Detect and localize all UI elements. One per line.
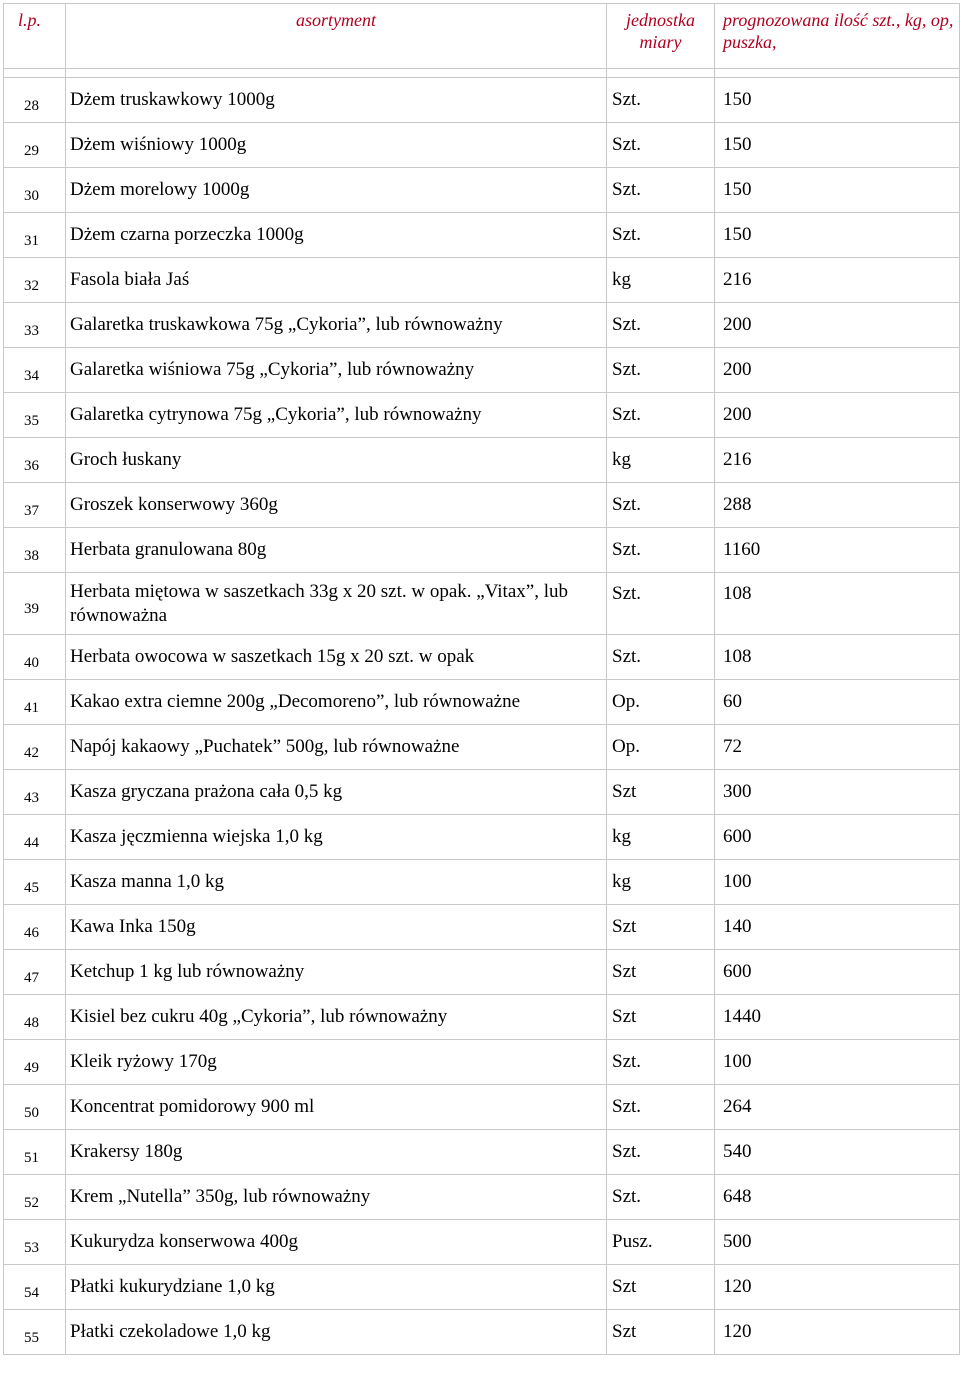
- table-row: [4, 258, 960, 303]
- item-quantity: 288: [715, 483, 960, 528]
- item-name: Kasza gryczana prażona cała 0,5 kg: [66, 770, 607, 815]
- item-number: 38: [4, 528, 66, 573]
- item-name: Płatki kukurydziane 1,0 kg: [66, 1265, 607, 1310]
- item-unit: Szt.: [607, 483, 715, 528]
- item-unit: Szt: [607, 950, 715, 995]
- item-quantity: 120: [715, 1265, 960, 1310]
- item-unit: Szt.: [607, 1085, 715, 1130]
- table-row: [4, 1175, 960, 1220]
- item-name: Kawa Inka 150g: [66, 905, 607, 950]
- item-unit: Szt.: [607, 1175, 715, 1220]
- item-unit: kg: [607, 860, 715, 905]
- table-row: [4, 770, 960, 815]
- table-row: [4, 725, 960, 770]
- item-name: Krakersy 180g: [66, 1130, 607, 1175]
- table-row: [4, 995, 960, 1040]
- item-quantity: 120: [715, 1310, 960, 1355]
- item-quantity: 100: [715, 860, 960, 905]
- table-row: [4, 393, 960, 438]
- item-name: Dżem czarna porzeczka 1000g: [66, 213, 607, 258]
- header-quantity: prognozowana ilość szt., kg, op, puszka,: [715, 4, 960, 69]
- item-unit: Szt.: [607, 123, 715, 168]
- item-quantity: 300: [715, 770, 960, 815]
- table-row: [4, 860, 960, 905]
- item-quantity: 200: [715, 393, 960, 438]
- item-name: Herbata granulowana 80g: [66, 528, 607, 573]
- item-name: Galaretka truskawkowa 75g „Cykoria”, lub równoważny: [66, 303, 607, 348]
- item-number: 47: [4, 950, 66, 995]
- table-row: [4, 348, 960, 393]
- item-number: 28: [4, 78, 66, 123]
- item-unit: Szt.: [607, 528, 715, 573]
- table-row: [4, 168, 960, 213]
- item-unit: Op.: [607, 725, 715, 770]
- item-quantity: 60: [715, 680, 960, 725]
- table-row: [4, 573, 960, 635]
- header-lp: l.p.: [4, 4, 66, 69]
- item-number: 34: [4, 348, 66, 393]
- table-row: [4, 438, 960, 483]
- table-row: [4, 78, 960, 123]
- table-row: [4, 1265, 960, 1310]
- item-quantity: 600: [715, 950, 960, 995]
- item-unit: Szt: [607, 905, 715, 950]
- item-unit: Szt: [607, 1265, 715, 1310]
- table-row: [4, 1085, 960, 1130]
- item-number: 44: [4, 815, 66, 860]
- spacer-row: [4, 69, 960, 78]
- table-row: [4, 483, 960, 528]
- item-unit: Op.: [607, 680, 715, 725]
- item-number: 41: [4, 680, 66, 725]
- item-number: 49: [4, 1040, 66, 1085]
- item-number: 39: [4, 573, 66, 635]
- item-number: 36: [4, 438, 66, 483]
- item-quantity: 500: [715, 1220, 960, 1265]
- item-quantity: 1160: [715, 528, 960, 573]
- item-name: Napój kakaowy „Puchatek” 500g, lub równoważne: [66, 725, 607, 770]
- item-quantity: 264: [715, 1085, 960, 1130]
- table-row: [4, 815, 960, 860]
- item-number: 46: [4, 905, 66, 950]
- item-number: 33: [4, 303, 66, 348]
- item-unit: kg: [607, 438, 715, 483]
- item-name: Dżem wiśniowy 1000g: [66, 123, 607, 168]
- item-unit: Szt.: [607, 348, 715, 393]
- item-unit: Szt: [607, 770, 715, 815]
- table-row: [4, 950, 960, 995]
- table-row: [4, 1130, 960, 1175]
- table-row: [4, 123, 960, 168]
- table-body: [4, 69, 960, 1355]
- table-row: [4, 680, 960, 725]
- item-unit: Szt.: [607, 78, 715, 123]
- item-number: 52: [4, 1175, 66, 1220]
- item-unit: Szt.: [607, 573, 715, 635]
- table-row: [4, 1310, 960, 1355]
- table-row: [4, 303, 960, 348]
- item-number: 42: [4, 725, 66, 770]
- item-quantity: 108: [715, 573, 960, 635]
- item-quantity: 150: [715, 78, 960, 123]
- item-unit: kg: [607, 258, 715, 303]
- item-unit: Szt.: [607, 393, 715, 438]
- table-row: [4, 1040, 960, 1085]
- item-unit: Szt.: [607, 1130, 715, 1175]
- item-name: Ketchup 1 kg lub równoważny: [66, 950, 607, 995]
- item-number: 50: [4, 1085, 66, 1130]
- item-unit: Szt.: [607, 1040, 715, 1085]
- item-quantity: 108: [715, 635, 960, 680]
- item-number: 43: [4, 770, 66, 815]
- item-quantity: 600: [715, 815, 960, 860]
- table-header-row: [4, 4, 960, 69]
- item-quantity: 150: [715, 213, 960, 258]
- item-quantity: 216: [715, 438, 960, 483]
- item-number: 45: [4, 860, 66, 905]
- item-quantity: 216: [715, 258, 960, 303]
- table-row: [4, 905, 960, 950]
- item-quantity: 150: [715, 123, 960, 168]
- item-number: 51: [4, 1130, 66, 1175]
- item-quantity: 540: [715, 1130, 960, 1175]
- item-quantity: 72: [715, 725, 960, 770]
- item-number: 29: [4, 123, 66, 168]
- item-number: 54: [4, 1265, 66, 1310]
- item-quantity: 140: [715, 905, 960, 950]
- item-unit: Szt.: [607, 213, 715, 258]
- item-unit: Szt: [607, 995, 715, 1040]
- item-quantity: 200: [715, 348, 960, 393]
- item-number: 37: [4, 483, 66, 528]
- item-number: 40: [4, 635, 66, 680]
- item-number: 31: [4, 213, 66, 258]
- item-number: 32: [4, 258, 66, 303]
- item-name: Galaretka wiśniowa 75g „Cykoria”, lub równoważny: [66, 348, 607, 393]
- item-name: Koncentrat pomidorowy 900 ml: [66, 1085, 607, 1130]
- item-quantity: 100: [715, 1040, 960, 1085]
- table-row: [4, 528, 960, 573]
- table-row: [4, 213, 960, 258]
- item-name: Kukurydza konserwowa 400g: [66, 1220, 607, 1265]
- table-row: [4, 1220, 960, 1265]
- table-row: [4, 635, 960, 680]
- item-quantity: 1440: [715, 995, 960, 1040]
- item-name: Herbata owocowa w saszetkach 15g x 20 szt. w opak: [66, 635, 607, 680]
- assortment-table: [3, 3, 960, 1355]
- item-name: Dżem morelowy 1000g: [66, 168, 607, 213]
- item-name: Płatki czekoladowe 1,0 kg: [66, 1310, 607, 1355]
- item-number: 35: [4, 393, 66, 438]
- item-name: Kisiel bez cukru 40g „Cykoria”, lub równoważny: [66, 995, 607, 1040]
- item-number: 48: [4, 995, 66, 1040]
- item-name: Dżem truskawkowy 1000g: [66, 78, 607, 123]
- item-name: Kakao extra ciemne 200g „Decomoreno”, lub równoważne: [66, 680, 607, 725]
- item-name: Krem „Nutella” 350g, lub równoważny: [66, 1175, 607, 1220]
- item-unit: Szt.: [607, 168, 715, 213]
- item-quantity: 648: [715, 1175, 960, 1220]
- item-unit: Szt: [607, 1310, 715, 1355]
- item-number: 30: [4, 168, 66, 213]
- item-number: 55: [4, 1310, 66, 1355]
- item-quantity: 150: [715, 168, 960, 213]
- item-number: 53: [4, 1220, 66, 1265]
- item-unit: Pusz.: [607, 1220, 715, 1265]
- item-name: Fasola biała Jaś: [66, 258, 607, 303]
- item-name: Groch łuskany: [66, 438, 607, 483]
- item-quantity: 200: [715, 303, 960, 348]
- item-unit: Szt.: [607, 635, 715, 680]
- item-name: Kasza jęczmienna wiejska 1,0 kg: [66, 815, 607, 860]
- item-name: Kleik ryżowy 170g: [66, 1040, 607, 1085]
- item-unit: Szt.: [607, 303, 715, 348]
- header-assortment: asortyment: [66, 4, 607, 69]
- item-name: Groszek konserwowy 360g: [66, 483, 607, 528]
- item-name: Galaretka cytrynowa 75g „Cykoria”, lub równoważny: [66, 393, 607, 438]
- header-unit: jednostka miary: [607, 4, 715, 69]
- item-name: Kasza manna 1,0 kg: [66, 860, 607, 905]
- item-unit: kg: [607, 815, 715, 860]
- item-name: Herbata miętowa w saszetkach 33g x 20 szt. w opak. „Vitax”, lub równoważna: [66, 573, 607, 635]
